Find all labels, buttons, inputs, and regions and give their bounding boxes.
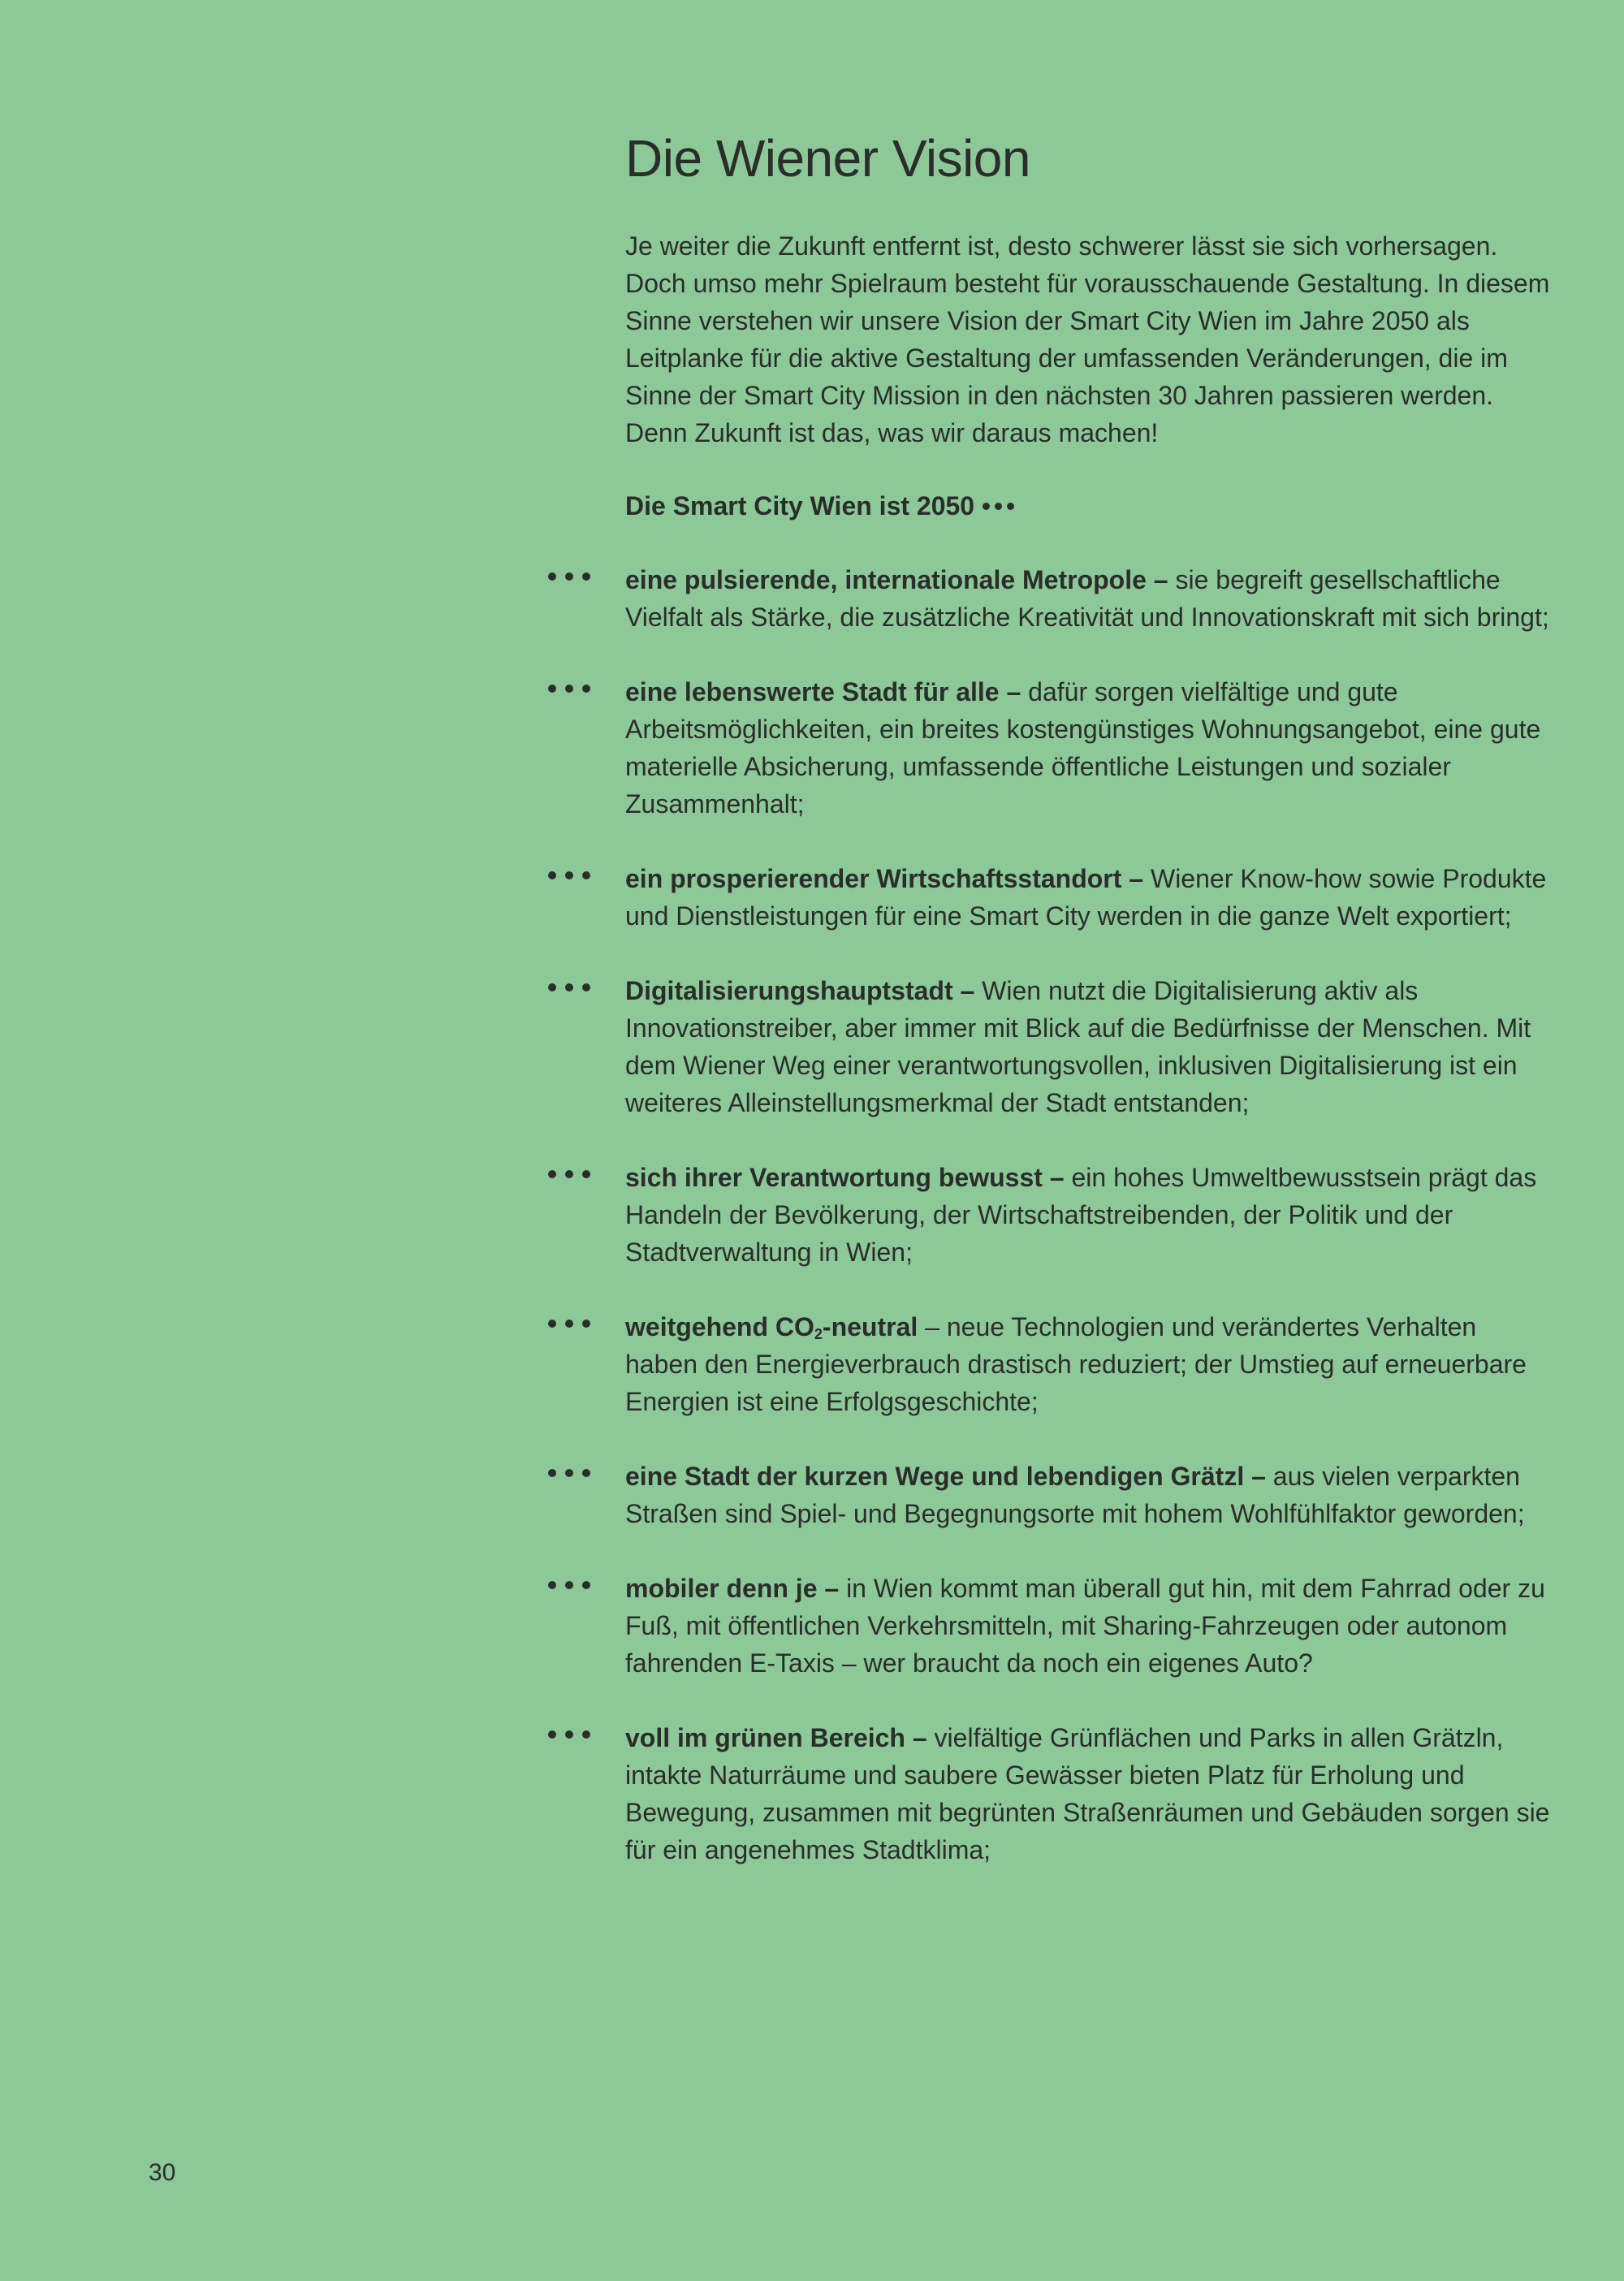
item-term: eine Stadt der kurzen Wege und lebendigen Grätzl – xyxy=(625,1462,1266,1491)
bullet-dots-icon xyxy=(548,1579,590,1591)
page-title: Die Wiener Vision xyxy=(625,129,1030,188)
item-term-post: -neutral xyxy=(822,1312,918,1341)
list-item xyxy=(625,1159,1551,1271)
list-item xyxy=(625,1308,1551,1420)
list-item xyxy=(625,1570,1551,1682)
bullet-dots-icon xyxy=(548,571,590,582)
item-term-pre: weitgehend CO xyxy=(625,1312,814,1341)
list-item xyxy=(625,972,1551,1121)
item-text: dafür sorgen vielfältige und gute Arbeitsmöglichkeiten, ein breites kostengünstiges Wohnungsangebot, eine gute materielle Absicherung, umfassende öffentliche Leistungen und sozialer Zusammenhalt; xyxy=(625,677,1541,819)
bullet-dots-icon xyxy=(548,870,590,881)
item-text: Wiener Know-how sowie Produkte und Dienstleistungen für eine Smart City werden in die ganze Welt exportiert; xyxy=(625,864,1547,931)
list-item xyxy=(625,860,1551,935)
bullet-dots-icon xyxy=(548,982,590,993)
bullet-dots-icon xyxy=(548,1467,590,1479)
item-term: voll im grünen Bereich – xyxy=(625,1723,927,1752)
item-text: in Wien kommt man überall gut hin, mit dem Fahrrad oder zu Fuß, mit öffentlichen Verkehrsmitteln, mit Sharing-Fahrzeugen oder autonom fahrenden E-Taxis – wer braucht da noch ein eigenes Auto? xyxy=(625,1574,1545,1678)
item-term: mobiler denn je – xyxy=(625,1574,840,1603)
vision-list xyxy=(625,561,1550,1868)
lead-text: Die Smart City Wien ist 2050 xyxy=(625,491,975,521)
item-text: ein hohes Umweltbewusstsein prägt das Handeln der Bevölkerung, der Wirtschaftstreibenden, der Politik und der Stadtverwaltung in Wien; xyxy=(625,1163,1537,1267)
item-term xyxy=(625,1312,918,1341)
bullet-dots-icon xyxy=(548,1318,590,1329)
item-term-subscript: 2 xyxy=(814,1326,823,1342)
ellipsis-dots-icon xyxy=(983,503,1014,510)
item-term: ein prosperierender Wirtschaftsstandort – xyxy=(625,864,1144,893)
item-term: sich ihrer Verantwortung bewusst – xyxy=(625,1163,1065,1192)
list-item xyxy=(625,561,1551,636)
item-term: Digitalisierungshauptstadt – xyxy=(625,976,975,1005)
lead-sentence xyxy=(625,487,1543,525)
bullet-dots-icon xyxy=(548,683,590,694)
bullet-dots-icon xyxy=(548,1169,590,1180)
list-item xyxy=(625,1458,1551,1532)
main-content xyxy=(625,122,1550,1906)
item-text: sie begreift gesellschaftliche Vielfalt als Stärke, die zusätzliche Kreativität und Innovationskraft mit sich bringt; xyxy=(625,565,1549,632)
page-number: 30 xyxy=(149,2159,176,2186)
item-text: – neue Technologien und verändertes Verhalten haben den Energieverbrauch drastisch reduziert; der Umstieg auf erneuerbare Energien ist eine Erfolgsgeschichte; xyxy=(625,1312,1527,1416)
intro-paragraph: Je weiter die Zukunft entfernt ist, desto schwerer lässt sie sich vorhersagen. Doch umso mehr Spielraum besteht für vorausschauende Gestaltung. In diesem Sinne verstehen wir unsere Vision der Smart City Wien im Jahre 2050 als Leitplanke für die aktive Gestaltung der umfassenden Veränderungen, die im Sinne der Smart City Mission in den nächsten 30 Jahren passieren werden. Denn Zukunft ist das, was wir daraus machen! xyxy=(625,231,1550,447)
list-item xyxy=(625,673,1551,823)
item-term: eine lebenswerte Stadt für alle – xyxy=(625,677,1021,706)
item-text: Wien nutzt die Digitalisierung aktiv als Innovationstreiber, aber immer mit Blick auf die Bedürfnisse der Menschen. Mit dem Wiener Weg einer verantwortungsvollen, inklusiven Digitalisierung ist ein weiteres Alleinstellungsmerkmal der Stadt entstanden; xyxy=(625,976,1531,1117)
bullet-dots-icon xyxy=(548,1729,590,1740)
item-text: vielfältige Grünflächen und Parks in allen Grätzln, intakte Naturräume und saubere Gewässer bieten Platz für Erholung und Bewegung, zusammen mit begrünten Straßenräumen und Gebäuden sorgen sie für ein angenehmes Stadtklima; xyxy=(625,1723,1550,1864)
item-text: aus vielen verparkten Straßen sind Spiel- und Begegnungsorte mit hohem Wohlfühlfaktor geworden; xyxy=(625,1462,1525,1528)
list-item xyxy=(625,1719,1551,1868)
item-term: eine pulsierende, internationale Metropole – xyxy=(625,565,1168,594)
